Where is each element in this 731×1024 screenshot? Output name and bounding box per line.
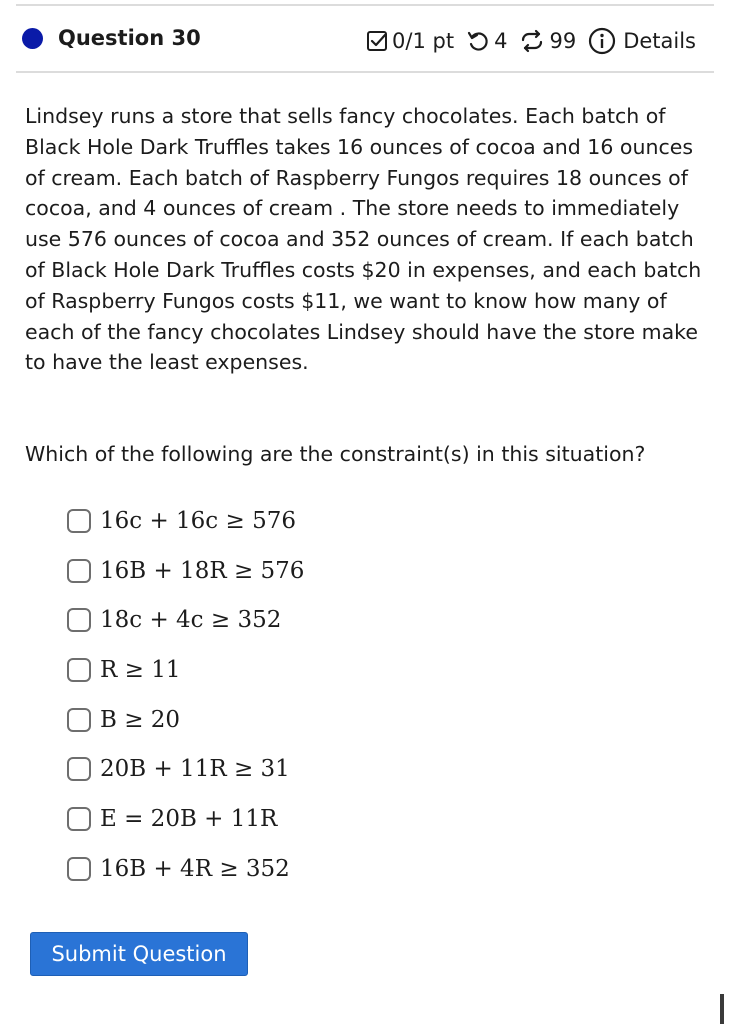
details-label: Details [623,29,696,53]
retry-icon [466,29,490,53]
option-label: 16c + 16c ≥ 576 [100,507,296,534]
question-header [0,20,731,60]
answer-option[interactable] [67,844,567,894]
option-label: R ≥ 11 [100,656,181,683]
checkbox-score-icon [366,30,388,52]
attempts-count: 99 [549,29,577,53]
answer-option[interactable] [67,645,567,695]
top-divider [16,4,714,6]
retries-count: 4 [494,29,508,53]
answer-option[interactable] [67,496,567,546]
question-text: Lindsey runs a store that sells fancy chocolates. Each batch of Black Hole Dark Truffles takes 16 ounces of cocoa and 16 ounces of cream. Each batch of Raspberry Fungos requires 18 ounces of cocoa, and 4 ounces of cream . The store needs to immediately use 576 ounces of cocoa and 352 ounces of cream. If each batch of Black Hole Dark Truffles costs $20 in expenses, and each batch of Raspberry Fungos costs $11, we want to know how many of each of the fancy chocolates Lindsey should have the store make to have the least expenses. [25,104,702,375]
question-meta [366,26,696,56]
header-divider [16,71,714,73]
info-circle-icon [588,27,616,55]
answer-option[interactable] [67,546,567,596]
option-label: 16B + 18R ≥ 576 [100,557,305,584]
option-checkbox[interactable] [67,857,91,881]
answer-option[interactable] [67,794,567,844]
option-label: E = 20B + 11R [100,805,278,832]
option-checkbox[interactable] [67,658,91,682]
text-cursor [720,994,724,1024]
submit-question-button[interactable]: Submit Question [30,932,248,976]
option-label: 18c + 4c ≥ 352 [100,607,282,634]
answer-option[interactable] [67,695,567,745]
answer-options [67,496,567,894]
option-label: 20B + 11R ≥ 31 [100,756,290,783]
answer-option[interactable] [67,595,567,645]
option-checkbox[interactable] [67,757,91,781]
answer-option[interactable] [67,744,567,794]
score-text: 0/1 pt [392,29,455,53]
question-title: Question 30 [58,26,201,50]
question-prompt: Which of the following are the constraint(s) in this situation? [25,442,646,466]
option-checkbox[interactable] [67,807,91,831]
option-checkbox[interactable] [67,559,91,583]
details-button[interactable] [588,27,696,55]
option-checkbox[interactable] [67,608,91,632]
option-label: B ≥ 20 [100,706,181,733]
option-checkbox[interactable] [67,509,91,533]
option-checkbox[interactable] [67,708,91,732]
option-label: 16B + 4R ≥ 352 [100,855,290,882]
sync-icon [519,29,545,53]
status-dot [22,28,43,49]
